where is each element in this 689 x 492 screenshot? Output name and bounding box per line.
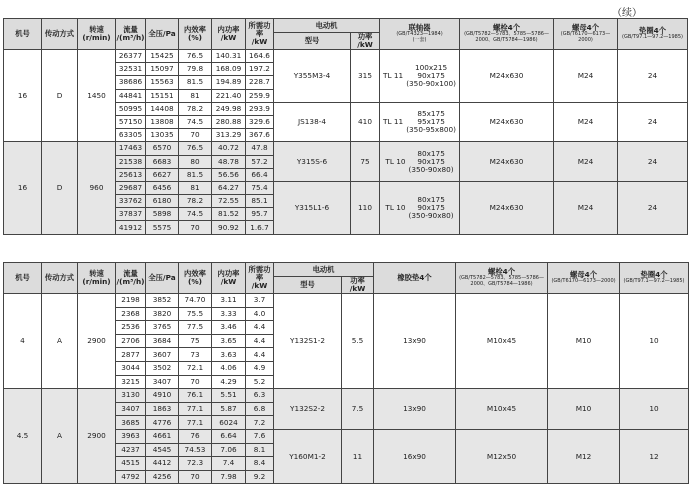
efficiency-cell: 75 bbox=[179, 334, 212, 348]
required-power-cell: 259.9 bbox=[246, 89, 274, 102]
internal-power-cell: 64.27 bbox=[212, 181, 246, 194]
coupling-size: (350-90x80) bbox=[408, 164, 454, 174]
header-nut: 螺母4个 (GB/T6170—6173—2000) bbox=[548, 263, 620, 294]
pressure-cell: 3684 bbox=[146, 334, 179, 348]
pressure-cell: 13035 bbox=[146, 129, 179, 142]
flow-cell: 57150 bbox=[116, 115, 146, 128]
header-ipower: 内功率 /kW bbox=[212, 263, 246, 294]
pressure-cell: 6683 bbox=[146, 155, 179, 168]
required-power-cell: 197.2 bbox=[246, 63, 274, 76]
pressure-cell: 3820 bbox=[146, 307, 179, 321]
header-machine: 机号 bbox=[4, 19, 42, 50]
flow-cell: 38686 bbox=[116, 76, 146, 89]
efficiency-cell: 75.5 bbox=[179, 307, 212, 321]
motor-model-cell: JS138-4 bbox=[274, 102, 351, 142]
flow-cell: 2368 bbox=[116, 307, 146, 321]
header-drive: 传动方式 bbox=[42, 263, 78, 294]
motor-model-cell: Y315L1-6 bbox=[274, 181, 351, 234]
header-flow: 流量 /(m³/h) bbox=[116, 19, 146, 50]
coupling-size: 85x175 bbox=[417, 109, 445, 119]
pressure-cell: 5575 bbox=[146, 221, 179, 234]
flow-cell: 63305 bbox=[116, 129, 146, 142]
coupling-cell bbox=[380, 181, 460, 234]
efficiency-cell: 77.1 bbox=[179, 402, 212, 416]
efficiency-cell: 76.1 bbox=[179, 389, 212, 403]
pressure-cell: 15151 bbox=[146, 89, 179, 102]
internal-power-cell: 140.31 bbox=[212, 50, 246, 63]
speed-cell: 1450 bbox=[78, 50, 116, 142]
header-eff: 内效率 (%) bbox=[179, 19, 212, 50]
efficiency-cell: 74.53 bbox=[179, 443, 212, 457]
efficiency-cell: 70 bbox=[179, 221, 212, 234]
motor-power-cell: 75 bbox=[351, 142, 380, 182]
washer-cell: 10 bbox=[620, 294, 689, 389]
efficiency-cell: 70 bbox=[179, 129, 212, 142]
coupling-size: 90x175 bbox=[417, 156, 445, 166]
header-flow: 流量 /(m³/h) bbox=[116, 263, 146, 294]
efficiency-cell: 77.5 bbox=[179, 321, 212, 335]
coupling-size: (350-90x80) bbox=[408, 210, 454, 220]
efficiency-cell: 72.1 bbox=[179, 361, 212, 375]
required-power-cell: 9.2 bbox=[246, 470, 274, 484]
pressure-cell: 4776 bbox=[146, 416, 179, 430]
coupling-cell bbox=[380, 102, 460, 142]
nut-cell: M12 bbox=[548, 429, 620, 483]
coupling-cell bbox=[380, 50, 460, 103]
header-motor: 电动机 bbox=[274, 19, 380, 33]
internal-power-cell: 48.78 bbox=[212, 155, 246, 168]
header-rubber: 橡胶垫4个 bbox=[374, 263, 456, 294]
efficiency-cell: 72.3 bbox=[179, 457, 212, 471]
flow-cell: 3407 bbox=[116, 402, 146, 416]
pressure-cell: 1863 bbox=[146, 402, 179, 416]
coupling-cell bbox=[380, 142, 460, 182]
pressure-cell: 4661 bbox=[146, 429, 179, 443]
pressure-cell: 4910 bbox=[146, 389, 179, 403]
machine-number-cell: 16 bbox=[4, 50, 42, 142]
header-pressure: 全压/Pa bbox=[146, 19, 179, 50]
required-power-cell: 85.1 bbox=[246, 195, 274, 208]
motor-power-cell: 410 bbox=[351, 102, 380, 142]
flow-cell: 50995 bbox=[116, 102, 146, 115]
machine-number-cell: 16 bbox=[4, 142, 42, 234]
speed-cell: 2900 bbox=[78, 294, 116, 389]
required-power-cell: 7.2 bbox=[246, 416, 274, 430]
washer-cell: 24 bbox=[618, 50, 688, 103]
flow-cell: 33762 bbox=[116, 195, 146, 208]
efficiency-cell: 70 bbox=[179, 375, 212, 389]
flow-cell: 32531 bbox=[116, 63, 146, 76]
pressure-cell: 3407 bbox=[146, 375, 179, 389]
efficiency-cell: 76 bbox=[179, 429, 212, 443]
internal-power-cell: 81.52 bbox=[212, 208, 246, 221]
header-speed: 转速 (r/min) bbox=[78, 19, 116, 50]
bolt-cell: M24x630 bbox=[460, 142, 554, 182]
required-power-cell: 329.6 bbox=[246, 115, 274, 128]
flow-cell: 3963 bbox=[116, 429, 146, 443]
internal-power-cell: 56.56 bbox=[212, 168, 246, 181]
internal-power-cell: 90.92 bbox=[212, 221, 246, 234]
efficiency-cell: 76.5 bbox=[179, 50, 212, 63]
flow-cell: 3130 bbox=[116, 389, 146, 403]
rubber-pad-cell: 16x90 bbox=[374, 429, 456, 483]
motor-model-cell: Y132S1-2 bbox=[274, 294, 342, 389]
rubber-pad-cell: 13x90 bbox=[374, 389, 456, 430]
efficiency-cell: 78.2 bbox=[179, 195, 212, 208]
header-bolt: 螺栓4个 (GB/T5782—5783、5785—5786—2000、GB/T5784—1986) bbox=[460, 19, 554, 50]
flow-cell: 3044 bbox=[116, 361, 146, 375]
motor-model-cell: Y315S-6 bbox=[274, 142, 351, 182]
flow-cell: 44841 bbox=[116, 89, 146, 102]
rubber-pad-cell: 13x90 bbox=[374, 294, 456, 389]
fan-table-1 bbox=[3, 18, 688, 235]
drive-type-cell: A bbox=[42, 389, 78, 484]
required-power-cell: 6.3 bbox=[246, 389, 274, 403]
required-power-cell: 293.9 bbox=[246, 102, 274, 115]
internal-power-cell: 194.89 bbox=[212, 76, 246, 89]
header-reqpower: 所需功率 /kW bbox=[246, 263, 274, 294]
required-power-cell: 4.0 bbox=[246, 307, 274, 321]
required-power-cell: 367.6 bbox=[246, 129, 274, 142]
header-eff: 内效率 (%) bbox=[179, 263, 212, 294]
internal-power-cell: 7.06 bbox=[212, 443, 246, 457]
motor-power-cell: 7.5 bbox=[342, 389, 374, 430]
internal-power-cell: 3.46 bbox=[212, 321, 246, 335]
flow-cell: 2198 bbox=[116, 294, 146, 308]
flow-cell: 29687 bbox=[116, 181, 146, 194]
header-motor: 电动机 bbox=[274, 263, 374, 277]
flow-cell: 4515 bbox=[116, 457, 146, 471]
efficiency-cell: 81.5 bbox=[179, 76, 212, 89]
header-machine: 机号 bbox=[4, 263, 42, 294]
efficiency-cell: 79.8 bbox=[179, 63, 212, 76]
coupling-size: (350-95x800) bbox=[406, 125, 456, 135]
efficiency-cell: 81 bbox=[179, 181, 212, 194]
pressure-cell: 6627 bbox=[146, 168, 179, 181]
nut-cell: M24 bbox=[554, 102, 618, 142]
coupling-size: 80x175 bbox=[417, 194, 445, 204]
required-power-cell: 4.4 bbox=[246, 348, 274, 362]
flow-cell: 4792 bbox=[116, 470, 146, 484]
washer-cell: 24 bbox=[618, 181, 688, 234]
flow-cell: 26377 bbox=[116, 50, 146, 63]
drive-type-cell: D bbox=[42, 142, 78, 234]
flow-cell: 2706 bbox=[116, 334, 146, 348]
efficiency-cell: 76.5 bbox=[179, 142, 212, 155]
coupling-type: TL 10 bbox=[385, 202, 406, 212]
internal-power-cell: 3.65 bbox=[212, 334, 246, 348]
pressure-cell: 3765 bbox=[146, 321, 179, 335]
table-row bbox=[4, 389, 689, 403]
motor-power-cell: 5.5 bbox=[342, 294, 374, 389]
coupling-size: 90x175 bbox=[417, 70, 445, 80]
efficiency-cell: 81.5 bbox=[179, 168, 212, 181]
internal-power-cell: 3.11 bbox=[212, 294, 246, 308]
pressure-cell: 3607 bbox=[146, 348, 179, 362]
efficiency-cell: 74.5 bbox=[179, 115, 212, 128]
bolt-cell: M10x45 bbox=[456, 294, 548, 389]
motor-power-cell: 315 bbox=[351, 50, 380, 103]
bolt-cell: M24x630 bbox=[460, 181, 554, 234]
pressure-cell: 13808 bbox=[146, 115, 179, 128]
required-power-cell: 3.7 bbox=[246, 294, 274, 308]
nut-cell: M24 bbox=[554, 142, 618, 182]
internal-power-cell: 5.51 bbox=[212, 389, 246, 403]
flow-cell: 3215 bbox=[116, 375, 146, 389]
pressure-cell: 4545 bbox=[146, 443, 179, 457]
drive-type-cell: D bbox=[42, 50, 78, 142]
internal-power-cell: 280.88 bbox=[212, 115, 246, 128]
nut-cell: M24 bbox=[554, 50, 618, 103]
header-bolt: 螺栓4个 (GB/T5782—5783、5785—5786—2000、GB/T5784—1986) bbox=[456, 263, 548, 294]
required-power-cell: 7.6 bbox=[246, 429, 274, 443]
efficiency-cell: 70 bbox=[179, 470, 212, 484]
flow-cell: 2536 bbox=[116, 321, 146, 335]
header-coupling: 联轴器 (GB/T4323—1984) (一套) bbox=[380, 19, 460, 50]
nut-cell: M10 bbox=[548, 294, 620, 389]
coupling-size: 100x215 bbox=[414, 62, 448, 72]
internal-power-cell: 40.72 bbox=[212, 142, 246, 155]
pressure-cell: 3502 bbox=[146, 361, 179, 375]
bolt-cell: M12x50 bbox=[456, 429, 548, 483]
header-nut: 螺母4个 (GB/T6170—6173—2000) bbox=[554, 19, 618, 50]
header-drive: 传动方式 bbox=[42, 19, 78, 50]
coupling-size: (350-90x100) bbox=[406, 78, 456, 88]
machine-number-cell: 4 bbox=[4, 294, 42, 389]
bolt-cell: M10x45 bbox=[456, 389, 548, 430]
internal-power-cell: 3.63 bbox=[212, 348, 246, 362]
table-row bbox=[4, 50, 688, 63]
washer-cell: 10 bbox=[620, 389, 689, 430]
required-power-cell: 8.4 bbox=[246, 457, 274, 471]
required-power-cell: 4.9 bbox=[246, 361, 274, 375]
pressure-cell: 6570 bbox=[146, 142, 179, 155]
motor-power-cell: 110 bbox=[351, 181, 380, 234]
bolt-cell: M24x630 bbox=[460, 50, 554, 103]
required-power-cell: 164.6 bbox=[246, 50, 274, 63]
pressure-cell: 15425 bbox=[146, 50, 179, 63]
required-power-cell: 6.8 bbox=[246, 402, 274, 416]
header-washer: 垫圈4个 (GB/T97.1—97.2—1985) bbox=[618, 19, 688, 50]
internal-power-cell: 3.33 bbox=[212, 307, 246, 321]
coupling-size: 90x175 bbox=[417, 202, 445, 212]
internal-power-cell: 6.64 bbox=[212, 429, 246, 443]
pressure-cell: 3852 bbox=[146, 294, 179, 308]
coupling-type: TL 10 bbox=[385, 156, 406, 166]
motor-model-cell: Y132S2-2 bbox=[274, 389, 342, 430]
flow-cell: 3685 bbox=[116, 416, 146, 430]
flow-cell: 2877 bbox=[116, 348, 146, 362]
efficiency-cell: 73 bbox=[179, 348, 212, 362]
pressure-cell: 4412 bbox=[146, 457, 179, 471]
pressure-cell: 15563 bbox=[146, 76, 179, 89]
washer-cell: 24 bbox=[618, 142, 688, 182]
required-power-cell: 4.4 bbox=[246, 334, 274, 348]
required-power-cell: 47.8 bbox=[246, 142, 274, 155]
machine-number-cell: 4.5 bbox=[4, 389, 42, 484]
internal-power-cell: 4.29 bbox=[212, 375, 246, 389]
pressure-cell: 6456 bbox=[146, 181, 179, 194]
flow-cell: 41912 bbox=[116, 221, 146, 234]
required-power-cell: 57.2 bbox=[246, 155, 274, 168]
header-pressure: 全压/Pa bbox=[146, 263, 179, 294]
pressure-cell: 4256 bbox=[146, 470, 179, 484]
coupling-size: 95x175 bbox=[417, 117, 445, 127]
header-mpower: 功率 /kW bbox=[351, 33, 380, 50]
nut-cell: M10 bbox=[548, 389, 620, 430]
efficiency-cell: 74.5 bbox=[179, 208, 212, 221]
speed-cell: 2900 bbox=[78, 389, 116, 484]
pressure-cell: 15097 bbox=[146, 63, 179, 76]
flow-cell: 4237 bbox=[116, 443, 146, 457]
required-power-cell: 66.4 bbox=[246, 168, 274, 181]
internal-power-cell: 249.98 bbox=[212, 102, 246, 115]
internal-power-cell: 313.29 bbox=[212, 129, 246, 142]
flow-cell: 25613 bbox=[116, 168, 146, 181]
required-power-cell: 5.2 bbox=[246, 375, 274, 389]
flow-cell: 17463 bbox=[116, 142, 146, 155]
motor-power-cell: 11 bbox=[342, 429, 374, 483]
internal-power-cell: 168.09 bbox=[212, 63, 246, 76]
efficiency-cell: 81 bbox=[179, 89, 212, 102]
continued-label: （续） bbox=[612, 8, 642, 19]
internal-power-cell: 7.98 bbox=[212, 470, 246, 484]
flow-cell: 37837 bbox=[116, 208, 146, 221]
required-power-cell: 8.1 bbox=[246, 443, 274, 457]
washer-cell: 24 bbox=[618, 102, 688, 142]
coupling-type: TL 11 bbox=[383, 117, 404, 127]
header-reqpower: 所需功率 /kW bbox=[246, 19, 274, 50]
internal-power-cell: 4.06 bbox=[212, 361, 246, 375]
internal-power-cell: 5.87 bbox=[212, 402, 246, 416]
internal-power-cell: 7.4 bbox=[212, 457, 246, 471]
nut-cell: M24 bbox=[554, 181, 618, 234]
header-washer: 垫圈4个 (GB/T97.1—97.2—1985) bbox=[620, 263, 689, 294]
required-power-cell: 1.6.7 bbox=[246, 221, 274, 234]
flow-cell: 21538 bbox=[116, 155, 146, 168]
efficiency-cell: 74.70 bbox=[179, 294, 212, 308]
pressure-cell: 14408 bbox=[146, 102, 179, 115]
drive-type-cell: A bbox=[42, 294, 78, 389]
bolt-cell: M24x630 bbox=[460, 102, 554, 142]
header-model: 型号 bbox=[274, 33, 351, 50]
table-row bbox=[4, 142, 688, 155]
efficiency-cell: 77.1 bbox=[179, 416, 212, 430]
header-mpower: 功率 /kW bbox=[342, 277, 374, 294]
internal-power-cell: 6024 bbox=[212, 416, 246, 430]
required-power-cell: 228.7 bbox=[246, 76, 274, 89]
speed-cell: 960 bbox=[78, 142, 116, 234]
coupling-type: TL 11 bbox=[383, 70, 404, 80]
motor-model-cell: Y160M1-2 bbox=[274, 429, 342, 483]
coupling-size: 80x175 bbox=[417, 148, 445, 158]
internal-power-cell: 72.55 bbox=[212, 195, 246, 208]
internal-power-cell: 221.40 bbox=[212, 89, 246, 102]
header-ipower: 内功率 /kW bbox=[212, 19, 246, 50]
header-model: 型号 bbox=[274, 277, 342, 294]
header-speed: 转速 (r/min) bbox=[78, 263, 116, 294]
table-row bbox=[4, 294, 689, 308]
required-power-cell: 95.7 bbox=[246, 208, 274, 221]
pressure-cell: 6180 bbox=[146, 195, 179, 208]
pressure-cell: 5898 bbox=[146, 208, 179, 221]
washer-cell: 12 bbox=[620, 429, 689, 483]
required-power-cell: 4.4 bbox=[246, 321, 274, 335]
required-power-cell: 75.4 bbox=[246, 181, 274, 194]
efficiency-cell: 78.2 bbox=[179, 102, 212, 115]
motor-model-cell: Y355M3-4 bbox=[274, 50, 351, 103]
fan-table-2 bbox=[3, 262, 689, 484]
efficiency-cell: 80 bbox=[179, 155, 212, 168]
